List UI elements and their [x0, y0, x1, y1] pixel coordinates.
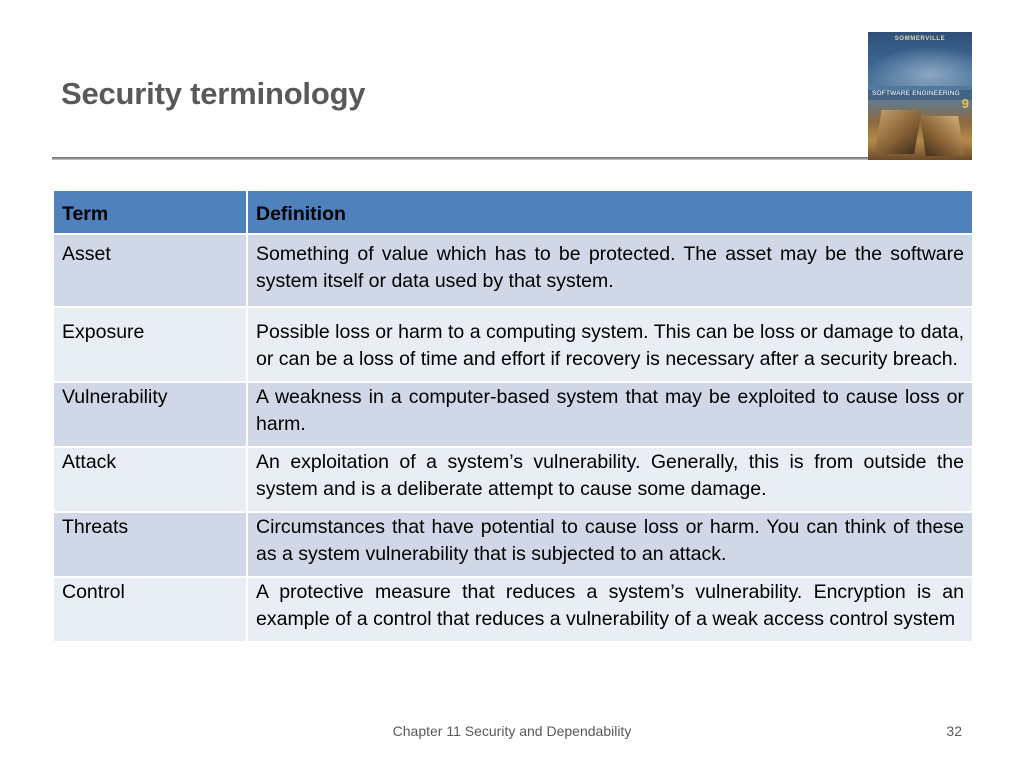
header-term: Term [53, 190, 247, 234]
definition-cell: An exploitation of a system’s vulnerability. Generally, this is from outside the system and is a deliberate attempt to cause some damage. [247, 447, 973, 512]
terminology-table [52, 189, 974, 643]
table-row [53, 307, 973, 382]
table-row [53, 512, 973, 577]
definition-cell: Possible loss or harm to a computing system. This can be loss or damage to data, or can be a loss of time and effort if recovery is necessary after a security breach. [247, 307, 973, 382]
table-row [53, 234, 973, 307]
term-cell: Threats [53, 512, 247, 577]
page-number: 32 [946, 723, 962, 739]
table-row [53, 447, 973, 512]
term-cell: Attack [53, 447, 247, 512]
book-cover-image [868, 32, 972, 160]
book-edition: 9 [961, 96, 969, 111]
term-cell: Asset [53, 234, 247, 307]
header-definition: Definition [247, 190, 973, 234]
term-cell: Exposure [53, 307, 247, 382]
book-author: SOMMERVILLE [894, 36, 946, 42]
table-row [53, 577, 973, 642]
definition-cell: Circumstances that have potential to cause loss or harm. You can think of these as a system vulnerability that is subjected to an attack. [247, 512, 973, 577]
term-cell: Control [53, 577, 247, 642]
slide-title: Security terminology [61, 76, 366, 111]
table-header-row [53, 190, 973, 234]
definition-cell: A protective measure that reduces a system’s vulnerability. Encryption is an example of a control that reduces a vulnerability of a weak access control system [247, 577, 973, 642]
slide-footer: Chapter 11 Security and Dependability [392, 723, 632, 739]
term-cell: Vulnerability [53, 382, 247, 447]
definition-cell: Something of value which has to be protected. The asset may be the software system itself or data used by that system. [247, 234, 973, 307]
title-underline [52, 157, 870, 160]
cover-sky [868, 46, 972, 86]
definition-cell: A weakness in a computer-based system that may be exploited to cause loss or harm. [247, 382, 973, 447]
table-row [53, 382, 973, 447]
cover-building-right [920, 116, 964, 156]
book-title: SOFTWARE ENGINEERING [872, 90, 960, 97]
cover-building-left [874, 110, 922, 154]
